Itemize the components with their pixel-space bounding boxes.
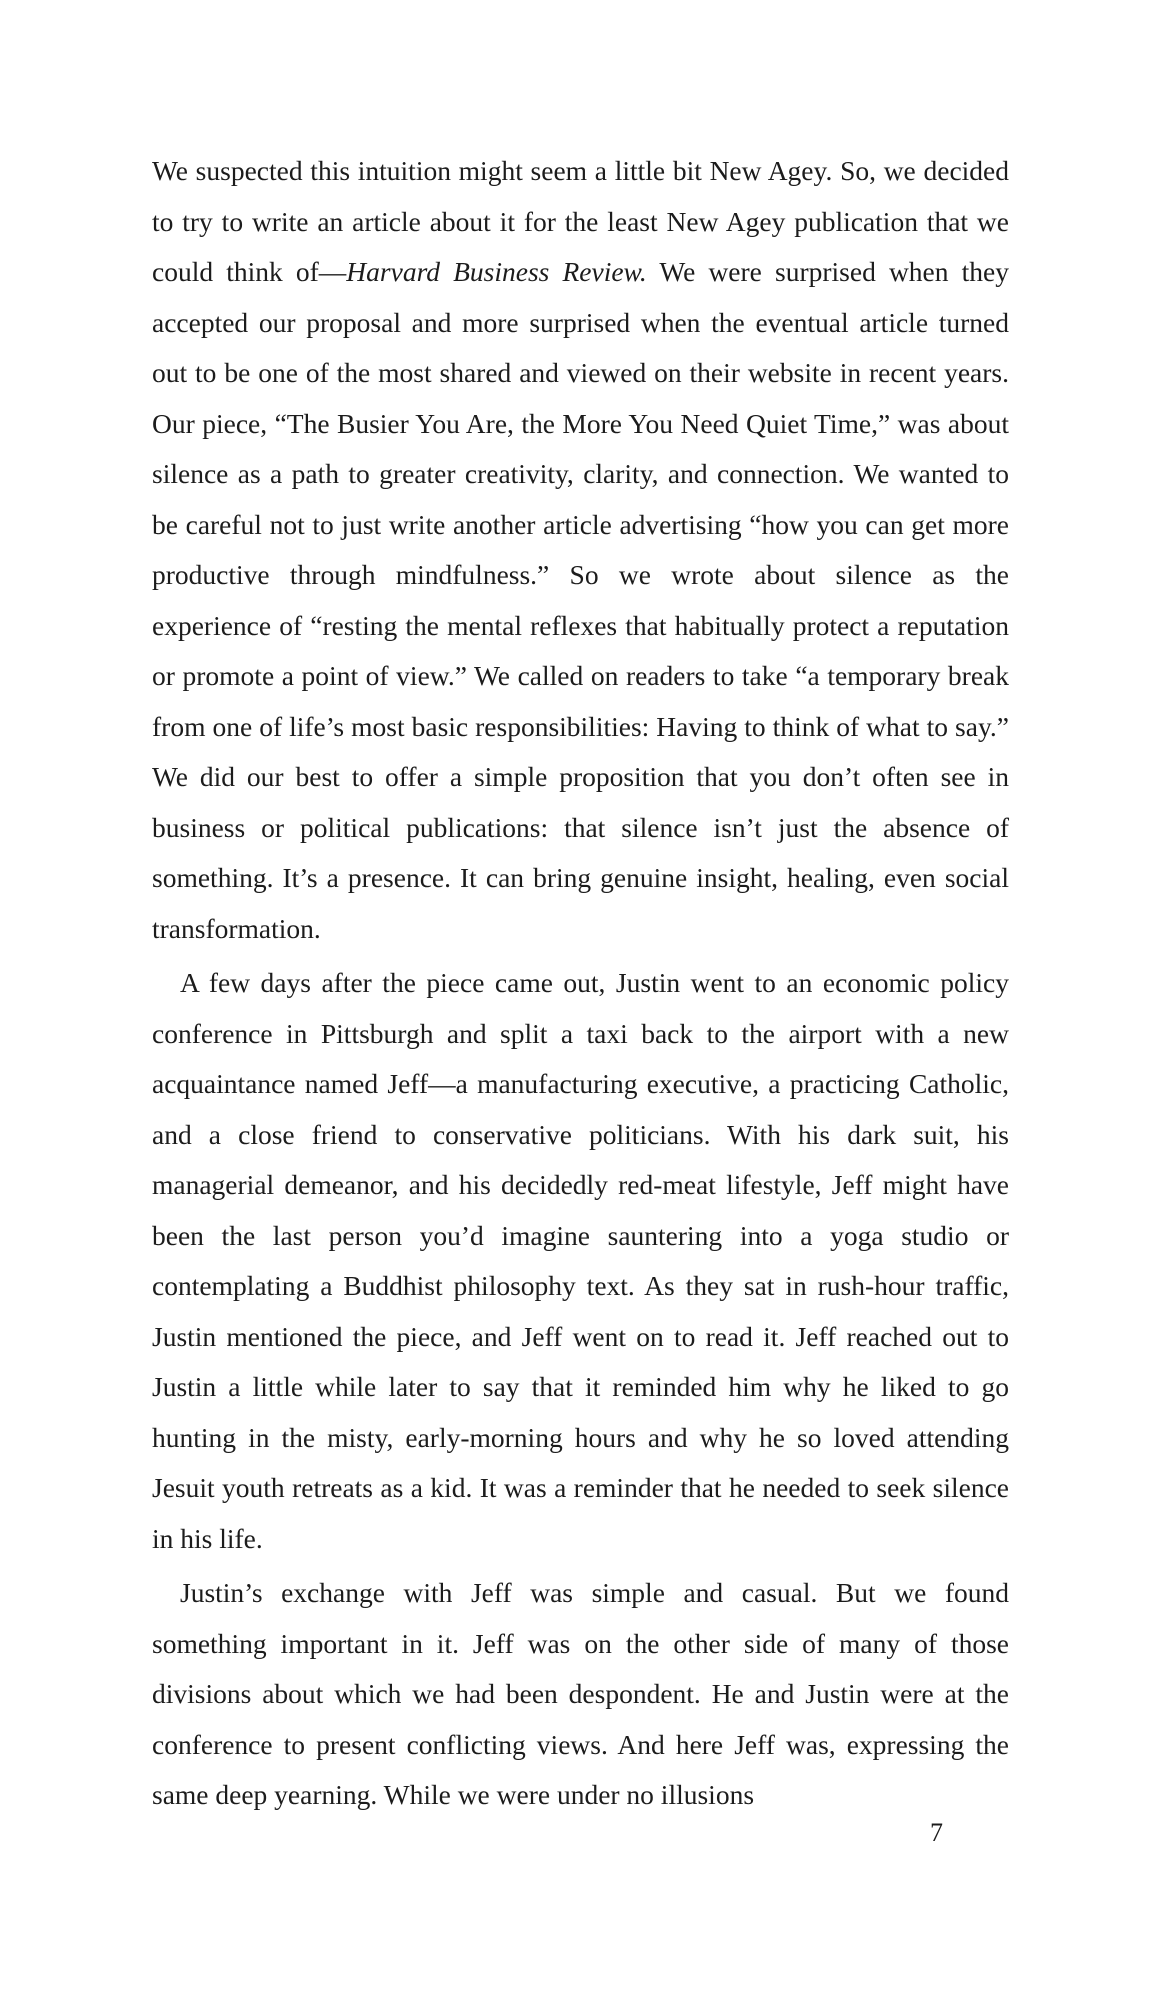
publication-title: Harvard Business Review.: [346, 256, 647, 287]
paragraph-3: Justin’s exchange with Jeff was simple and casual. But we found something important in it. Jeff was on the other side of many of those divisions about which we had been despondent. He and Justin were at the conference to present conflicting views. And here Jeff was, expressing the same deep yearning. While we were under no illusions: [152, 1577, 1009, 1810]
paragraph-1-end: We were surprised when they accepted our proposal and more surprised when the eventual article turned out to be one of the most shared and viewed on their website in recent years. Our piece, “The Busier You Are, the More You Need Quiet Time,” was about silence as a path to greater creativity, clarity, and connection. We wanted to be careful not to just write another article advertising “how you can get more productive through mindfulness.” So we wrote about silence as the experience of “resting the mental reflexes that habitually protect a reputation or promote a point of view.” We called on readers to take “a temporary break from one of life’s most basic responsibilities: Having to think of what to say.” We did our best to offer a simple proposition that you don’t often see in business or political publications: that silence isn’t just the absence of something. It’s a presence. It can bring genuine insight, healing, even social transformation.: [152, 256, 1009, 944]
page-number: 7: [930, 1818, 943, 1847]
body-text: [152, 146, 1009, 1821]
paragraph-2: A few days after the piece came out, Justin went to an economic policy conference in Pittsburgh and split a taxi back to the airport with a new acquaintance named Jeff—a manufacturing executive, a practicing Catholic, and a close friend to conservative politicians. With his dark suit, his managerial demeanor, and his decidedly red-meat lifestyle, Jeff might have been the last person you’d imagine sauntering into a yoga studio or contemplating a Buddhist philosophy text. As they sat in rush-hour traffic, Justin mentioned the piece, and Jeff went on to read it. Jeff reached out to Justin a little while later to say that it reminded him why he liked to go hunting in the misty, early-morning hours and why he so loved attending Jesuit youth retreats as a kid. It was a reminder that he needed to seek silence in his life.: [152, 967, 1009, 1554]
paragraph-1: [152, 146, 1009, 954]
paragraph-1-start: We suspected this intuition might seem a little bit New Agey. So, we decided to try to write an article about it for the least New Agey publication that we could think of—: [152, 155, 1009, 287]
